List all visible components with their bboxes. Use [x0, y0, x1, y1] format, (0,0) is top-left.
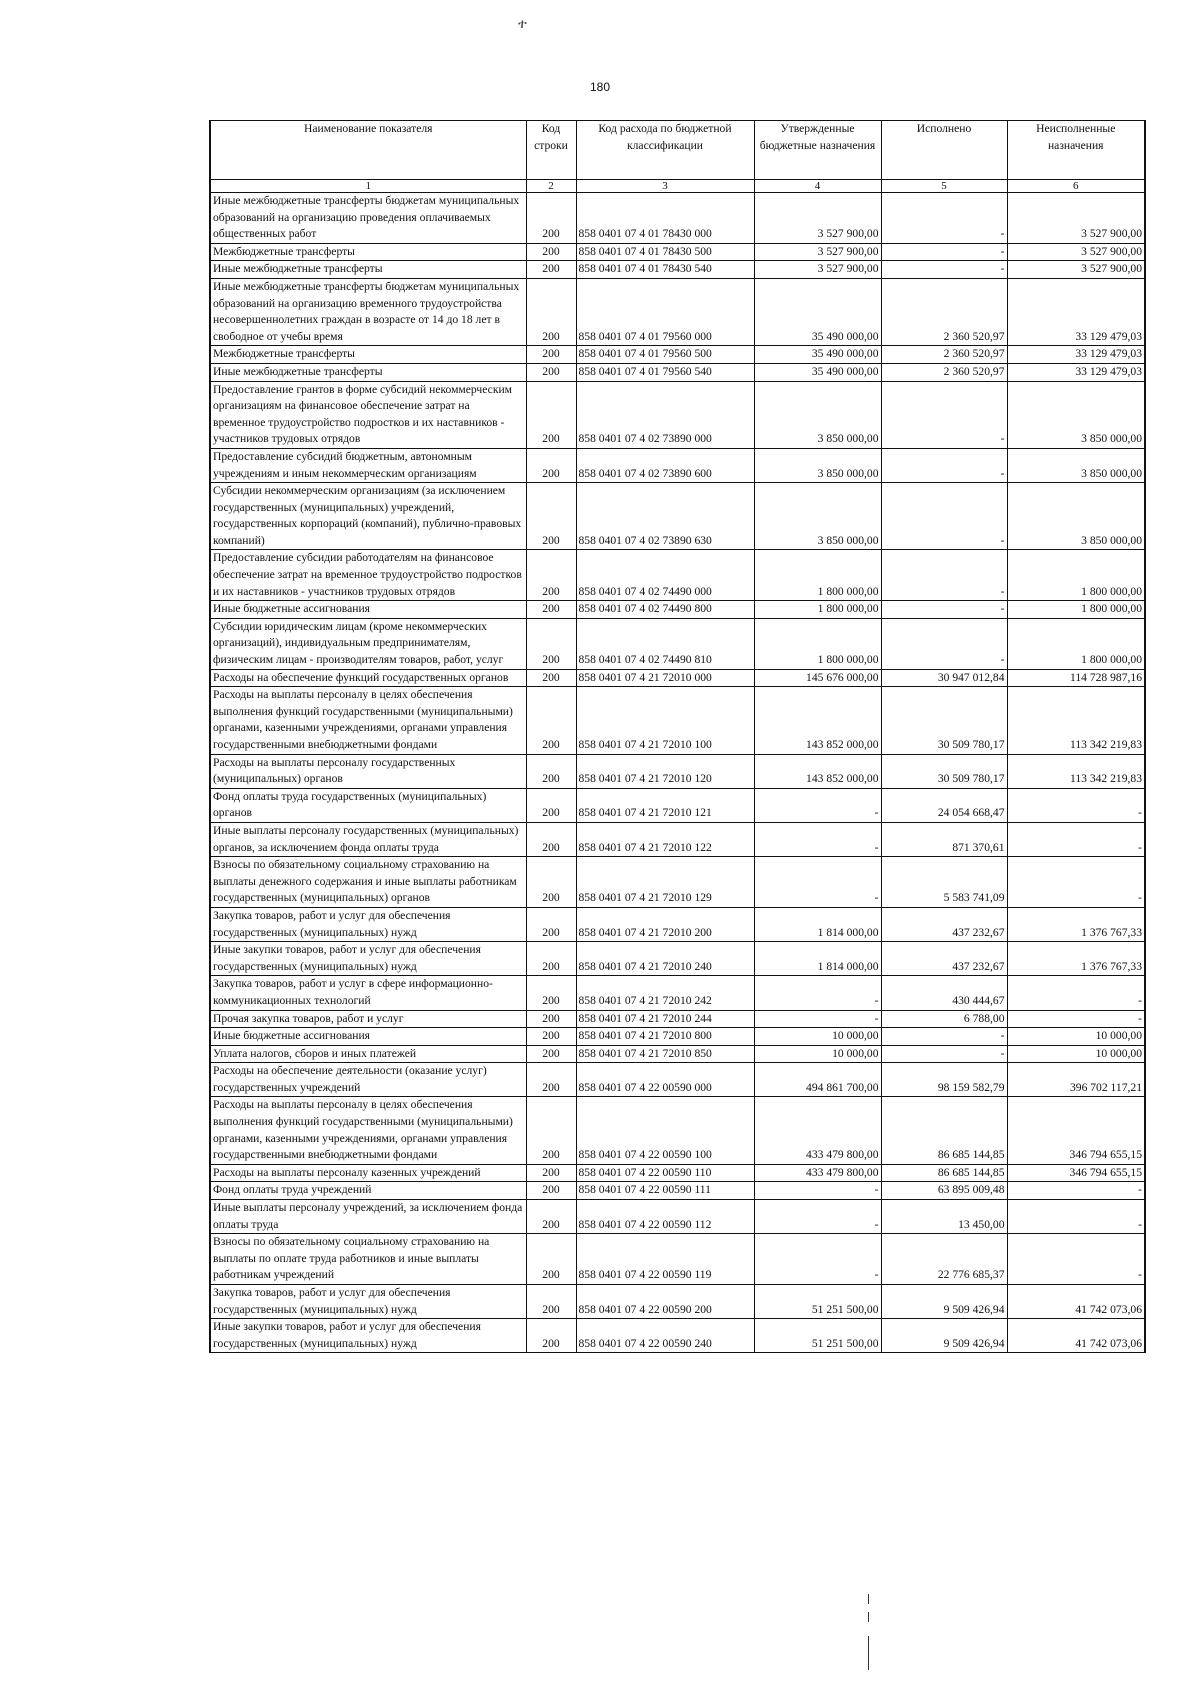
row-executed: 5 583 741,09: [881, 857, 1007, 908]
row-name: Иные выплаты персоналу учреждений, за исключением фонда оплаты труда: [210, 1200, 526, 1234]
row-executed: 30 509 780,17: [881, 687, 1007, 754]
row-executed: 871 370,61: [881, 822, 1007, 856]
row-line-code: 200: [526, 1182, 576, 1200]
row-executed: 430 444,67: [881, 976, 1007, 1010]
row-name: Фонд оплаты труда учреждений: [210, 1182, 526, 1200]
row-name: Расходы на обеспечение деятельности (оказание услуг) государственных учреждений: [210, 1063, 526, 1097]
row-unexecuted: 33 129 479,03: [1007, 346, 1145, 364]
row-unexecuted: 346 794 655,15: [1007, 1097, 1145, 1164]
row-name: Взносы по обязательному социальному страхованию на выплаты по оплате труда работников и иные выплаты работникам учреждений: [210, 1234, 526, 1285]
row-name: Расходы на выплаты персоналу государственных (муниципальных) органов: [210, 754, 526, 788]
row-name: Расходы на выплаты персоналу в целях обеспечения выполнения функций государственными (муниципальными) органами, казенными учреждениями, органами управления государственными внебюджетными фондами: [210, 687, 526, 754]
row-name: Межбюджетные трансферты: [210, 243, 526, 261]
table-row: [210, 618, 1145, 669]
table-row: [210, 483, 1145, 550]
row-classification-code: 858 0401 07 4 01 78430 000: [576, 193, 754, 244]
row-unexecuted: 1 800 000,00: [1007, 550, 1145, 601]
row-classification-code: 858 0401 07 4 21 72010 120: [576, 754, 754, 788]
row-line-code: 200: [526, 261, 576, 279]
row-unexecuted: -: [1007, 1200, 1145, 1234]
budget-execution-table: [209, 120, 1146, 1353]
row-executed: -: [881, 483, 1007, 550]
table-row: [210, 601, 1145, 619]
table-body: [210, 193, 1145, 1353]
row-executed: -: [881, 550, 1007, 601]
row-executed: 30 509 780,17: [881, 754, 1007, 788]
table-row: [210, 754, 1145, 788]
row-line-code: 200: [526, 788, 576, 822]
row-name: Закупка товаров, работ и услуг в сфере информационно-коммуникационных технологий: [210, 976, 526, 1010]
row-unexecuted: 33 129 479,03: [1007, 363, 1145, 381]
row-unexecuted: -: [1007, 976, 1145, 1010]
row-executed: 24 054 668,47: [881, 788, 1007, 822]
row-classification-code: 858 0401 07 4 02 73890 600: [576, 448, 754, 482]
row-line-code: 200: [526, 243, 576, 261]
row-unexecuted: 1 800 000,00: [1007, 618, 1145, 669]
table-row: [210, 1234, 1145, 1285]
row-classification-code: 858 0401 07 4 21 72010 100: [576, 687, 754, 754]
row-approved: 10 000,00: [754, 1045, 881, 1063]
row-executed: 30 947 012,84: [881, 669, 1007, 687]
row-classification-code: 858 0401 07 4 01 78430 540: [576, 261, 754, 279]
row-classification-code: 858 0401 07 4 02 74490 800: [576, 601, 754, 619]
row-executed: -: [881, 381, 1007, 448]
row-approved: 3 850 000,00: [754, 483, 881, 550]
table-row: [210, 1200, 1145, 1234]
row-approved: 494 861 700,00: [754, 1063, 881, 1097]
row-unexecuted: -: [1007, 1010, 1145, 1028]
row-executed: 13 450,00: [881, 1200, 1007, 1234]
row-executed: -: [881, 243, 1007, 261]
row-classification-code: 858 0401 07 4 21 72010 850: [576, 1045, 754, 1063]
row-approved: 51 251 500,00: [754, 1319, 881, 1353]
row-executed: -: [881, 1045, 1007, 1063]
row-approved: 1 814 000,00: [754, 907, 881, 941]
row-executed: 98 159 582,79: [881, 1063, 1007, 1097]
row-classification-code: 858 0401 07 4 21 72010 800: [576, 1028, 754, 1046]
row-name: Предоставление субсидий бюджетным, автономным учреждениям и иным некоммерческим организациям: [210, 448, 526, 482]
row-name: Субсидии некоммерческим организациям (за исключением государственных (муниципальных) учреждений, государственных корпораций (компаний), публично-правовых компаний): [210, 483, 526, 550]
header-row: [210, 121, 1145, 180]
row-approved: 3 527 900,00: [754, 243, 881, 261]
row-classification-code: 858 0401 07 4 21 72010 242: [576, 976, 754, 1010]
row-classification-code: 858 0401 07 4 22 00590 110: [576, 1164, 754, 1182]
row-approved: -: [754, 822, 881, 856]
row-line-code: 200: [526, 669, 576, 687]
row-line-code: 200: [526, 822, 576, 856]
row-classification-code: 858 0401 07 4 02 74490 000: [576, 550, 754, 601]
row-name: Расходы на обеспечение функций государственных органов: [210, 669, 526, 687]
row-approved: 51 251 500,00: [754, 1285, 881, 1319]
row-classification-code: 858 0401 07 4 01 79560 500: [576, 346, 754, 364]
row-line-code: 200: [526, 193, 576, 244]
row-approved: 433 479 800,00: [754, 1097, 881, 1164]
row-classification-code: 858 0401 07 4 21 72010 000: [576, 669, 754, 687]
row-classification-code: 858 0401 07 4 21 72010 129: [576, 857, 754, 908]
table-row: [210, 1319, 1145, 1353]
scan-artifact-line: [868, 1636, 869, 1670]
row-unexecuted: 346 794 655,15: [1007, 1164, 1145, 1182]
column-number: 6: [1007, 180, 1145, 193]
row-line-code: 200: [526, 381, 576, 448]
scan-artifact-line: [868, 1612, 869, 1622]
table-row: [210, 1164, 1145, 1182]
row-name: Прочая закупка товаров, работ и услуг: [210, 1010, 526, 1028]
row-line-code: 200: [526, 483, 576, 550]
header-indicator-name: Наименование показателя: [210, 121, 526, 180]
row-line-code: 200: [526, 1010, 576, 1028]
row-name: Уплата налогов, сборов и иных платежей: [210, 1045, 526, 1063]
row-unexecuted: 3 850 000,00: [1007, 483, 1145, 550]
row-unexecuted: 10 000,00: [1007, 1028, 1145, 1046]
row-approved: -: [754, 1200, 881, 1234]
table-row: [210, 346, 1145, 364]
row-unexecuted: 113 342 219,83: [1007, 754, 1145, 788]
column-number: 4: [754, 180, 881, 193]
row-executed: 2 360 520,97: [881, 363, 1007, 381]
row-approved: 3 527 900,00: [754, 193, 881, 244]
row-unexecuted: -: [1007, 1182, 1145, 1200]
row-classification-code: 858 0401 07 4 22 00590 240: [576, 1319, 754, 1353]
row-classification-code: 858 0401 07 4 22 00590 200: [576, 1285, 754, 1319]
row-executed: 9 509 426,94: [881, 1285, 1007, 1319]
row-unexecuted: 1 800 000,00: [1007, 601, 1145, 619]
row-approved: 1 800 000,00: [754, 618, 881, 669]
row-executed: 2 360 520,97: [881, 346, 1007, 364]
row-unexecuted: 3 527 900,00: [1007, 261, 1145, 279]
table-row: [210, 788, 1145, 822]
row-approved: 143 852 000,00: [754, 754, 881, 788]
row-line-code: 200: [526, 907, 576, 941]
row-line-code: 200: [526, 1200, 576, 1234]
row-line-code: 200: [526, 687, 576, 754]
row-executed: 63 895 009,48: [881, 1182, 1007, 1200]
scan-artifact-line: [868, 1594, 869, 1604]
row-approved: 3 850 000,00: [754, 448, 881, 482]
row-executed: 9 509 426,94: [881, 1319, 1007, 1353]
row-approved: 35 490 000,00: [754, 363, 881, 381]
table-row: [210, 1285, 1145, 1319]
row-classification-code: 858 0401 07 4 21 72010 244: [576, 1010, 754, 1028]
table-row: [210, 822, 1145, 856]
row-approved: -: [754, 1010, 881, 1028]
row-executed: 6 788,00: [881, 1010, 1007, 1028]
row-executed: 86 685 144,85: [881, 1097, 1007, 1164]
table-row: [210, 278, 1145, 345]
row-approved: 10 000,00: [754, 1028, 881, 1046]
column-number: 2: [526, 180, 576, 193]
row-approved: 143 852 000,00: [754, 687, 881, 754]
row-approved: -: [754, 976, 881, 1010]
table-row: [210, 687, 1145, 754]
row-line-code: 200: [526, 1164, 576, 1182]
row-classification-code: 858 0401 07 4 02 73890 630: [576, 483, 754, 550]
row-approved: 3 850 000,00: [754, 381, 881, 448]
row-unexecuted: 396 702 117,21: [1007, 1063, 1145, 1097]
row-line-code: 200: [526, 346, 576, 364]
row-classification-code: 858 0401 07 4 01 79560 000: [576, 278, 754, 345]
row-classification-code: 858 0401 07 4 02 73890 000: [576, 381, 754, 448]
row-line-code: 200: [526, 1045, 576, 1063]
row-name: Иные закупки товаров, работ и услуг для обеспечения государственных (муниципальных) нужд: [210, 942, 526, 976]
row-unexecuted: -: [1007, 1234, 1145, 1285]
row-executed: -: [881, 193, 1007, 244]
row-line-code: 200: [526, 754, 576, 788]
row-line-code: 200: [526, 1063, 576, 1097]
row-executed: -: [881, 261, 1007, 279]
row-classification-code: 858 0401 07 4 01 78430 500: [576, 243, 754, 261]
row-name: Иные межбюджетные трансферты бюджетам муниципальных образований на организацию проведения оплачиваемых общественных работ: [210, 193, 526, 244]
row-unexecuted: -: [1007, 822, 1145, 856]
row-line-code: 200: [526, 942, 576, 976]
table-row: [210, 193, 1145, 244]
row-name: Иные выплаты персоналу государственных (муниципальных) органов, за исключением фонда оплаты труда: [210, 822, 526, 856]
row-classification-code: 858 0401 07 4 02 74490 810: [576, 618, 754, 669]
table-row: [210, 669, 1145, 687]
table-row: [210, 550, 1145, 601]
row-name: Закупка товаров, работ и услуг для обеспечения государственных (муниципальных) нужд: [210, 907, 526, 941]
row-name: Взносы по обязательному социальному страхованию на выплаты денежного содержания и иные выплаты работникам государственных (муниципальных) органов: [210, 857, 526, 908]
scan-mark: ተ: [518, 16, 527, 31]
column-number: 3: [576, 180, 754, 193]
row-name: Расходы на выплаты персоналу в целях обеспечения выполнения функций государственными (муниципальными) органами, казенными учреждениями, органами управления государственными внебюджетными фондами: [210, 1097, 526, 1164]
row-approved: -: [754, 1182, 881, 1200]
header-executed: Исполнено: [881, 121, 1007, 180]
row-classification-code: 858 0401 07 4 21 72010 122: [576, 822, 754, 856]
table-row: [210, 381, 1145, 448]
row-approved: 145 676 000,00: [754, 669, 881, 687]
table-row: [210, 907, 1145, 941]
table-row: [210, 363, 1145, 381]
row-line-code: 200: [526, 1028, 576, 1046]
row-classification-code: 858 0401 07 4 22 00590 000: [576, 1063, 754, 1097]
row-name: Субсидии юридическим лицам (кроме некоммерческих организаций), индивидуальным предпринимателям, физическим лицам - производителям товаров, работ, услуг: [210, 618, 526, 669]
row-name: Расходы на выплаты персоналу казенных учреждений: [210, 1164, 526, 1182]
table-row: [210, 1045, 1145, 1063]
row-approved: 1 800 000,00: [754, 601, 881, 619]
row-unexecuted: 3 527 900,00: [1007, 193, 1145, 244]
row-unexecuted: 33 129 479,03: [1007, 278, 1145, 345]
row-classification-code: 858 0401 07 4 01 79560 540: [576, 363, 754, 381]
row-classification-code: 858 0401 07 4 21 72010 200: [576, 907, 754, 941]
row-executed: 437 232,67: [881, 907, 1007, 941]
row-line-code: 200: [526, 618, 576, 669]
row-executed: 2 360 520,97: [881, 278, 1007, 345]
row-unexecuted: 1 376 767,33: [1007, 907, 1145, 941]
row-line-code: 200: [526, 1319, 576, 1353]
page-number: 180: [589, 80, 611, 94]
row-name: Иные межбюджетные трансферты: [210, 261, 526, 279]
table-row: [210, 942, 1145, 976]
header-unexecuted: Неисполненные назначения: [1007, 121, 1145, 180]
row-executed: -: [881, 448, 1007, 482]
column-number: 5: [881, 180, 1007, 193]
table-row: [210, 857, 1145, 908]
row-unexecuted: 10 000,00: [1007, 1045, 1145, 1063]
row-name: Иные закупки товаров, работ и услуг для обеспечения государственных (муниципальных) нужд: [210, 1319, 526, 1353]
header-classification-code: Код расхода по бюджетной классификации: [576, 121, 754, 180]
table-row: [210, 243, 1145, 261]
row-line-code: 200: [526, 601, 576, 619]
row-line-code: 200: [526, 1234, 576, 1285]
row-unexecuted: -: [1007, 788, 1145, 822]
row-executed: -: [881, 1028, 1007, 1046]
row-line-code: 200: [526, 363, 576, 381]
row-classification-code: 858 0401 07 4 22 00590 100: [576, 1097, 754, 1164]
column-number: 1: [210, 180, 526, 193]
row-unexecuted: 3 527 900,00: [1007, 243, 1145, 261]
row-classification-code: 858 0401 07 4 21 72010 240: [576, 942, 754, 976]
row-classification-code: 858 0401 07 4 22 00590 111: [576, 1182, 754, 1200]
row-executed: 86 685 144,85: [881, 1164, 1007, 1182]
row-name: Предоставление грантов в форме субсидий некоммерческим организациям на финансовое обеспечение затрат на временное трудоустройство подростков и их наставников - участников трудовых отрядов: [210, 381, 526, 448]
row-approved: -: [754, 1234, 881, 1285]
table-row: [210, 1063, 1145, 1097]
row-name: Закупка товаров, работ и услуг для обеспечения государственных (муниципальных) нужд: [210, 1285, 526, 1319]
row-executed: -: [881, 601, 1007, 619]
row-line-code: 200: [526, 448, 576, 482]
row-line-code: 200: [526, 976, 576, 1010]
row-name: Иные бюджетные ассигнования: [210, 601, 526, 619]
row-unexecuted: 3 850 000,00: [1007, 381, 1145, 448]
row-unexecuted: -: [1007, 857, 1145, 908]
row-classification-code: 858 0401 07 4 21 72010 121: [576, 788, 754, 822]
table-row: [210, 448, 1145, 482]
row-line-code: 200: [526, 857, 576, 908]
row-unexecuted: 3 850 000,00: [1007, 448, 1145, 482]
row-unexecuted: 41 742 073,06: [1007, 1285, 1145, 1319]
header-line-code: Код строки: [526, 121, 576, 180]
row-line-code: 200: [526, 1097, 576, 1164]
row-approved: 35 490 000,00: [754, 346, 881, 364]
row-unexecuted: 114 728 987,16: [1007, 669, 1145, 687]
table-row: [210, 1097, 1145, 1164]
table-row: [210, 1010, 1145, 1028]
row-name: Межбюджетные трансферты: [210, 346, 526, 364]
header-approved: Утвержденные бюджетные назначения: [754, 121, 881, 180]
row-unexecuted: 1 376 767,33: [1007, 942, 1145, 976]
row-line-code: 200: [526, 550, 576, 601]
row-executed: 437 232,67: [881, 942, 1007, 976]
row-name: Иные бюджетные ассигнования: [210, 1028, 526, 1046]
table-row: [210, 261, 1145, 279]
table-row: [210, 976, 1145, 1010]
table-row: [210, 1182, 1145, 1200]
row-approved: 1 814 000,00: [754, 942, 881, 976]
row-approved: 35 490 000,00: [754, 278, 881, 345]
row-name: Иные межбюджетные трансферты бюджетам муниципальных образований на организацию временного трудоустройства несовершеннолетних граждан в возрасте от 14 до 18 лет в свободное от учебы время: [210, 278, 526, 345]
row-classification-code: 858 0401 07 4 22 00590 119: [576, 1234, 754, 1285]
row-classification-code: 858 0401 07 4 22 00590 112: [576, 1200, 754, 1234]
row-approved: -: [754, 857, 881, 908]
row-unexecuted: 113 342 219,83: [1007, 687, 1145, 754]
row-executed: -: [881, 618, 1007, 669]
row-approved: 1 800 000,00: [754, 550, 881, 601]
row-name: Иные межбюджетные трансферты: [210, 363, 526, 381]
row-unexecuted: 41 742 073,06: [1007, 1319, 1145, 1353]
row-approved: 433 479 800,00: [754, 1164, 881, 1182]
row-name: Предоставление субсидии работодателям на финансовое обеспечение затрат на временное трудоустройство подростков и их наставников - участников трудовых отрядов: [210, 550, 526, 601]
table-row: [210, 1028, 1145, 1046]
row-approved: -: [754, 788, 881, 822]
row-approved: 3 527 900,00: [754, 261, 881, 279]
row-executed: 22 776 685,37: [881, 1234, 1007, 1285]
row-line-code: 200: [526, 1285, 576, 1319]
column-number-row: [210, 180, 1145, 193]
row-name: Фонд оплаты труда государственных (муниципальных) органов: [210, 788, 526, 822]
row-line-code: 200: [526, 278, 576, 345]
